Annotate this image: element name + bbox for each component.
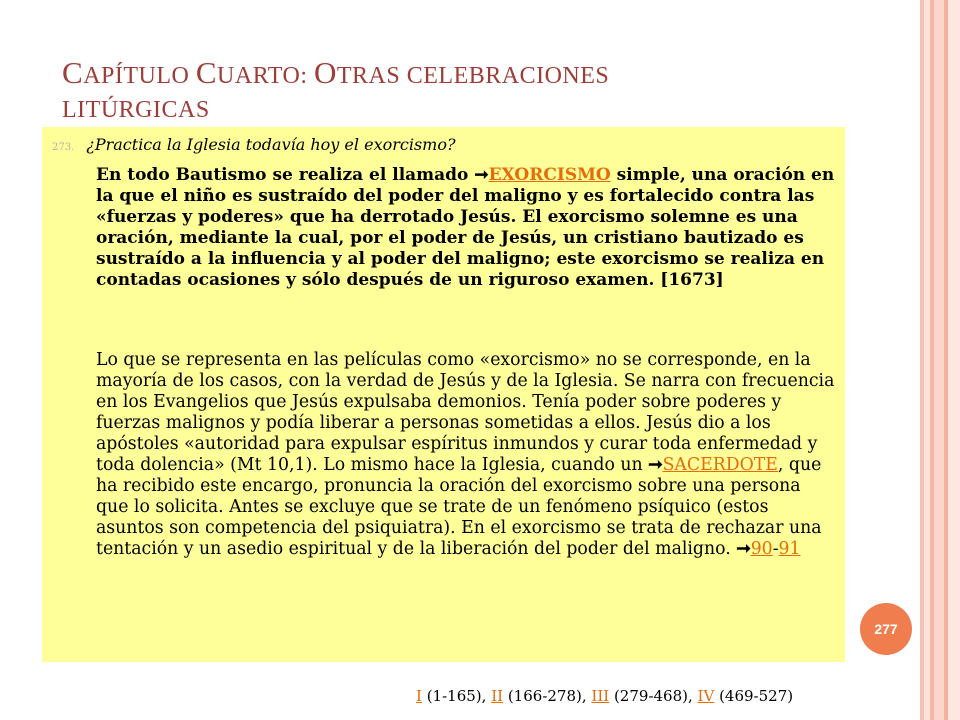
footer-link-part-iii[interactable]: III	[591, 687, 610, 705]
arrow-icon: ➞	[736, 539, 751, 559]
question-number: 273.	[52, 142, 75, 153]
content-panel	[42, 127, 845, 662]
footer-link-part-i[interactable]: I	[416, 687, 422, 705]
arrow-icon: ➞	[648, 455, 663, 475]
slide-title: CAPÍTULO CUARTO: OTRAS CELEBRACIONES LITÚRGICAS	[62, 55, 610, 123]
link-91[interactable]: 91	[778, 539, 801, 559]
answer-paragraph-1: En todo Bautismo se realiza el llamado ➞EXORCISMO simple, una oración en la que el niño es sustraído del poder del maligno y es fortalecido contra las «fuerzas y poderes» que ha derrotado Jesús. El exorcismo solemne es una oración, mediante la cual, por el poder de Jesús, un cristiano bautizado es sustraído a la influencia y al poder del maligno; este exorcismo se realiza en contadas ocasiones y sólo después de un riguroso examen. [1673]	[96, 165, 835, 290]
link-exorcismo[interactable]: EXORCISMO	[488, 165, 611, 185]
link-sacerdote[interactable]: SACERDOTE	[662, 455, 778, 475]
link-90[interactable]: 90	[750, 539, 773, 559]
decorative-stripe	[948, 0, 960, 720]
footer-link-part-ii[interactable]: II	[491, 687, 504, 705]
question-line	[52, 135, 456, 154]
decorative-stripe	[934, 0, 944, 720]
arrow-icon: ➞	[474, 165, 489, 185]
page-number-badge: 277	[860, 603, 912, 655]
footer-link-part-iv[interactable]: IV	[697, 687, 715, 705]
question-text: ¿Practica la Iglesia todavía hoy el exorcismo?	[86, 135, 456, 154]
footer-navigation: I (1-165), II (166-278), III (279-468), IV (469-527)	[416, 687, 794, 705]
answer-paragraph-2: Lo que se representa en las películas como «exorcismo» no se corresponde, en la mayoría de los casos, con la verdad de Jesús y de la Iglesia. Se narra con frecuencia en los Evangelios que Jesús expulsaba demonios. Tenía poder sobre poderes y fuerzas malignos y podía liberar a personas sometidas a ellos. Jesús dio a los apóstoles «autoridad para expulsar espíritus inmundos y curar toda enfermedad y toda dolencia» (Mt 10,1). Lo mismo hace la Iglesia, cuando un ➞SACERDOTE, que ha recibido este encargo, pronuncia la oración del exorcismo sobre una persona que lo solicita. Antes se excluye que se trate de un fenómeno psíquico (estos asuntos son competencia del psiquiatra). En el exorcismo se trata de rechazar una tentación y un asedio espiritual y de la liberación del poder del maligno. ➞90-91	[96, 350, 835, 559]
